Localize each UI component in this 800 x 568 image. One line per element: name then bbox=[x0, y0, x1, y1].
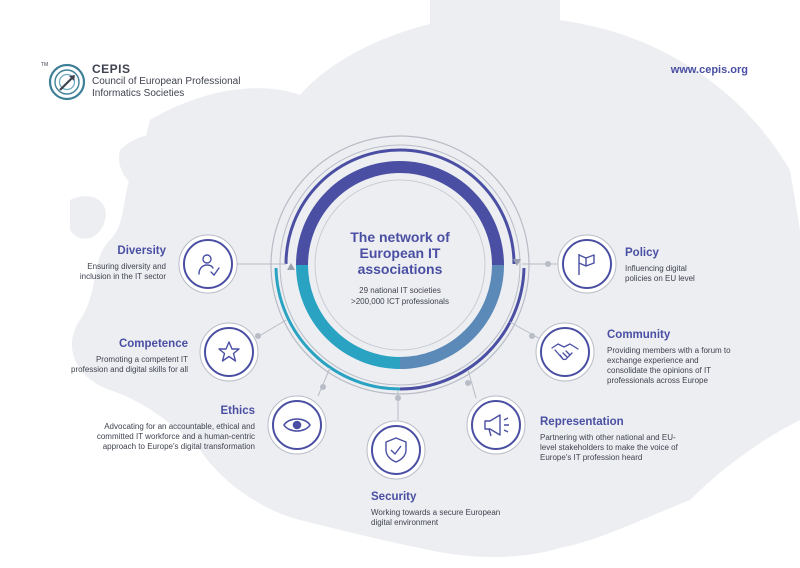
trademark-symbol: TM bbox=[41, 62, 49, 68]
logo-full-name: Council of European Professional Informatics Societies bbox=[92, 76, 241, 99]
node-representation-circle bbox=[467, 396, 525, 454]
policy-title: Policy bbox=[625, 247, 659, 259]
competence-title: Competence bbox=[118, 338, 188, 350]
diversity-text: Ensuring diversity and inclusion in the IT sector bbox=[79, 262, 166, 281]
center-title: The network of European IT associations bbox=[350, 229, 450, 277]
community-text: Providing members with a forum to exchange experience and consolidate the opinions of IT professionals across Europe bbox=[607, 346, 731, 385]
node-community-circle bbox=[536, 323, 594, 381]
center-stat-professionals: >200,000 ICT professionals bbox=[351, 297, 449, 306]
security-text: Working towards a secure European digital environment bbox=[371, 508, 501, 527]
website-link[interactable]: www.cepis.org bbox=[670, 64, 748, 76]
diversity-title: Diversity bbox=[117, 245, 166, 257]
representation-title: Representation bbox=[540, 416, 624, 428]
security-title: Security bbox=[371, 491, 417, 503]
node-diversity-circle bbox=[179, 235, 237, 293]
node-security-circle bbox=[367, 421, 425, 479]
competence-text: Promoting a competent IT profession and digital skills for all bbox=[71, 355, 188, 374]
center-stat-societies: 29 national IT societies bbox=[359, 286, 441, 295]
node-policy-circle bbox=[558, 235, 616, 293]
community-title: Community bbox=[607, 329, 671, 341]
logo-acronym: CEPIS bbox=[92, 62, 131, 76]
ethics-title: Ethics bbox=[220, 405, 255, 417]
logo-wordmark bbox=[92, 62, 272, 100]
policy-text: Influencing digital policies on EU level bbox=[625, 264, 695, 283]
ethics-text: Advocating for an accountable, ethical and committed IT workforce and a human-centric approach to Europe's digital transformation bbox=[96, 422, 255, 451]
node-competence-circle bbox=[200, 323, 258, 381]
cepis-logo-icon bbox=[50, 65, 84, 99]
representation-text: Partnering with other national and EU-level stakeholders to make the voice of Europe's IT profession heard bbox=[540, 433, 678, 462]
